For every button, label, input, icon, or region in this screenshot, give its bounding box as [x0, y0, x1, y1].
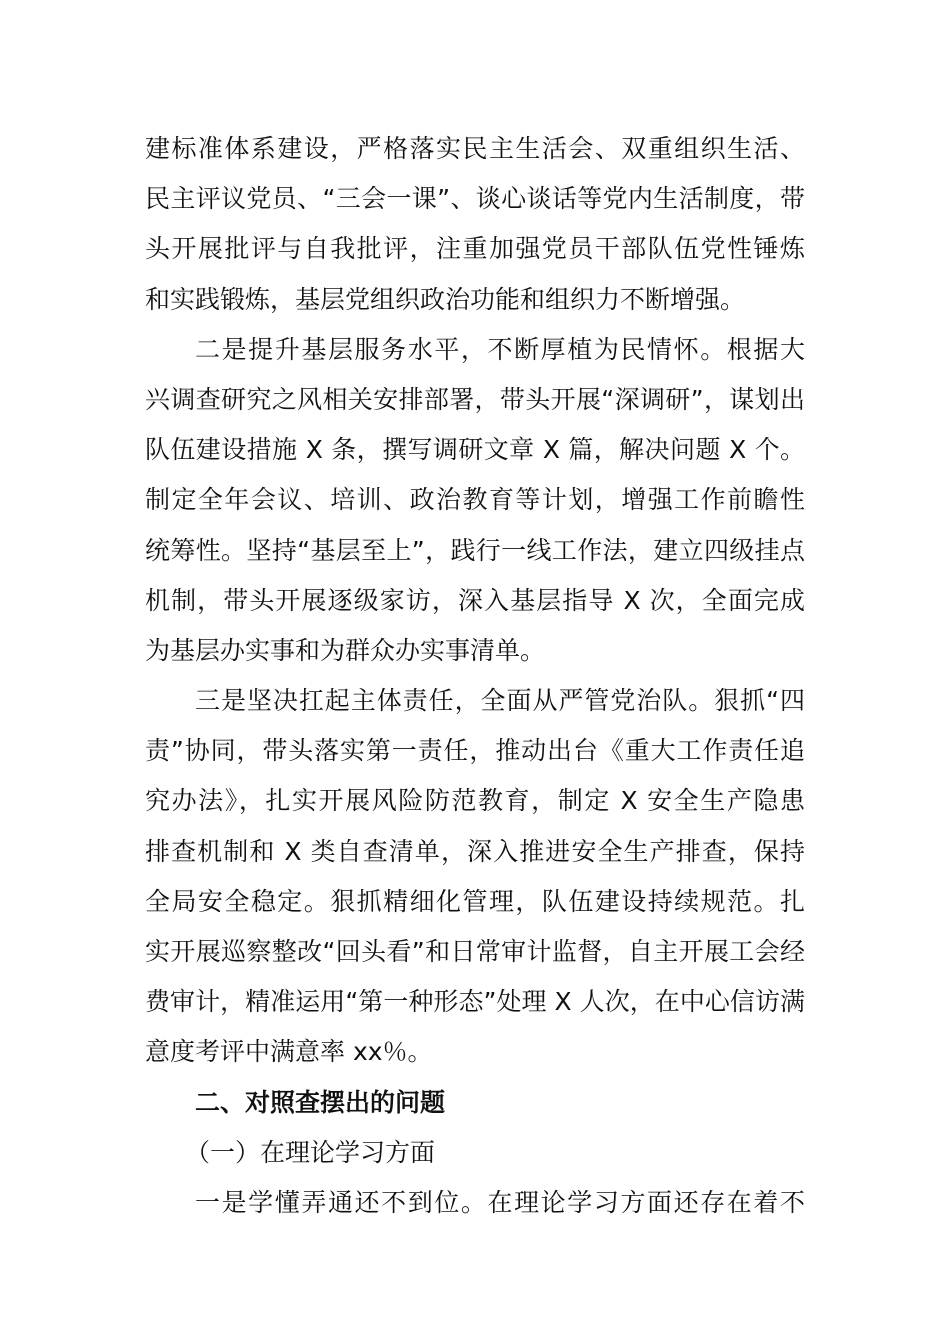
- text-line: 究办法》，扎实开展风险防范教育，制定 X 安全生产隐患: [145, 786, 805, 816]
- subsection-heading: （一）在理论学习方面: [185, 1137, 436, 1167]
- paragraph-1: [145, 124, 805, 325]
- text-line: 为基层办实事和为群众办实事清单。: [145, 635, 546, 665]
- text-line: 建标准体系建设，严格落实民主生活会、双重组织生活、: [145, 134, 805, 163]
- document-body: [145, 124, 805, 1228]
- paragraph-3: [145, 676, 805, 1078]
- text-line: 兴调查研究之风相关安排部署，带头开展“深调研”，谋划出: [145, 384, 805, 414]
- text-line: 队伍建设措施 X 条，撰写调研文章 X 篇，解决问题 X 个。: [145, 435, 805, 465]
- text-line: 实开展巡察整改“回头看”和日常审计监督，自主开展工会经: [145, 937, 805, 966]
- text-line: 意度考评中满意率 xx％。: [145, 1037, 433, 1067]
- text-line: 全局安全稳定。狠抓精细化管理，队伍建设持续规范。扎: [145, 886, 805, 916]
- text-line: 二是提升基层服务水平，不断厚植为民情怀。根据大: [195, 334, 805, 364]
- paragraph-4: [145, 1178, 805, 1228]
- text-line: 三是坚决扛起主体责任，全面从严管党治队。狠抓“四: [195, 686, 805, 716]
- text-line: 责”协同，带头落实第一责任，推动出台《重大工作责任追: [145, 736, 805, 766]
- text-line: 制定全年会议、培训、政治教育等计划，增强工作前瞻性: [145, 485, 805, 515]
- text-line: 机制，带头开展逐级家访，深入基层指导 X 次，全面完成: [145, 585, 805, 615]
- text-line: 排查机制和 X 类自查清单，深入推进安全生产排查，保持: [145, 836, 805, 866]
- paragraph-2: [145, 325, 805, 676]
- text-line: 和实践锻炼，基层党组织政治功能和组织力不断增强。: [145, 284, 746, 314]
- text-line: 一是学懂弄通还不到位。在理论学习方面还存在着不: [195, 1187, 805, 1217]
- text-line: 民主评议党员、“三会一课”、谈心谈话等党内生活制度，带: [145, 184, 805, 214]
- text-line: 头开展批评与自我批评，注重加强党员干部队伍党性锤炼: [145, 234, 805, 264]
- text-line: 统筹性。坚持“基层至上”，践行一线工作法，建立四级挂点: [145, 535, 805, 565]
- text-line: 费审计，精准运用“第一种形态”处理 X 人次，在中心信访满: [145, 987, 805, 1017]
- section-heading: 二、对照查摆出的问题: [195, 1087, 446, 1117]
